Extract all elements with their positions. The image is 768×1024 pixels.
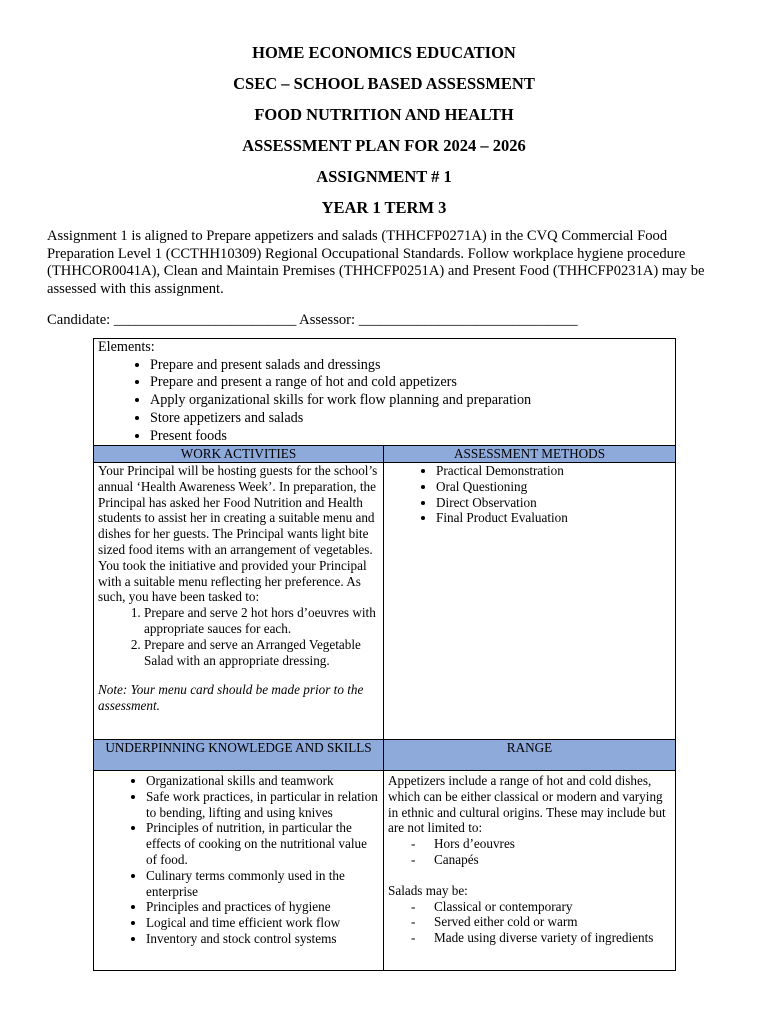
menu-card-note: Note: Your menu card should be made prior to the assessment. — [98, 682, 364, 714]
candidate-blank: _________________________ — [113, 312, 297, 328]
list-item: - Served either cold or warm — [388, 914, 671, 930]
list-item: • Principles of nutrition, in particular the effects of cooking on the nutritional value of food. — [146, 820, 379, 867]
list-item: • Direct Observation — [436, 495, 671, 511]
list-item: 1. Prepare and serve 2 hot hors d’oeuvres with appropriate sauces for each. — [144, 605, 379, 637]
methods-list — [388, 463, 671, 526]
list-item: - Made using diverse variety of ingredients — [388, 930, 671, 946]
intro-paragraph: Assignment 1 is aligned to Prepare appetizers and salads (THHCFP0271A) in the CVQ Commercial Food Preparation Level 1 (CCTHH10309) Regional Occupational Standards. Follow workplace hygiene procedure (THHCOR0041A), Clean and Maintain Premises (THHCFP0251A) and Present Food (THHCFP0231A) may be assessed with this assignment. — [47, 228, 705, 297]
list-item: • Practical Demonstration — [436, 463, 671, 479]
heading-assignment: ASSIGNMENT # 1 — [316, 167, 452, 186]
assessment-methods-cell — [384, 463, 676, 740]
list-item: • Oral Questioning — [436, 479, 671, 495]
work-activities-cell — [94, 463, 384, 740]
assessment-table — [93, 338, 676, 971]
task-list — [98, 605, 379, 668]
signature-line — [47, 311, 727, 329]
heading-assessment-type: CSEC – SCHOOL BASED ASSESSMENT — [233, 74, 535, 93]
heading-subject: FOOD NUTRITION AND HEALTH — [254, 105, 514, 124]
knowledge-cell — [94, 771, 384, 971]
range-paragraph: Appetizers include a range of hot and cold dishes, which can be either classical or modern and varying in ethnic and cultural origins. These may include but are not limited to: — [388, 773, 666, 836]
list-item: • Present foods — [150, 428, 671, 446]
list-item: - Classical or contemporary — [388, 899, 671, 915]
range-cell — [384, 771, 676, 971]
assessor-label: Assessor: — [299, 312, 356, 328]
list-item: • Apply organizational skills for work flow planning and preparation — [150, 392, 671, 410]
heading-term: YEAR 1 TERM 3 — [321, 198, 447, 217]
knowledge-list — [98, 773, 379, 947]
list-item: • Logical and time efficient work flow — [146, 915, 379, 931]
list-item: • Final Product Evaluation — [436, 510, 671, 526]
salad-list — [388, 899, 671, 946]
work-activities-paragraph: Your Principal will be hosting guests for the school’s annual ‘Health Awareness Week’. In preparation, the Principal has asked her Food Nutrition and Health students to assist her in creating a suitable menu and dishes for her guests. The Principal wants light bite sized food items with an arrangement of vegetables. You took the initiative and provided your Principal with a suitable menu reflecting her preference. As such, you have been tasked to: — [98, 463, 378, 605]
elements-list — [98, 357, 671, 446]
list-item: • Safe work practices, in particular in relation to bending, lifting and using knives — [146, 789, 379, 821]
elements-cell — [94, 339, 676, 446]
range-header: RANGE — [384, 740, 676, 771]
salads-label: Salads may be: — [388, 882, 468, 898]
assessor-blank: ______________________________ — [358, 312, 578, 328]
list-item: 2. Prepare and serve an Arranged Vegetable Salad with an appropriate dressing. — [144, 637, 379, 669]
candidate-label: Candidate: — [47, 312, 111, 328]
list-item: • Culinary terms commonly used in the enterprise — [146, 868, 379, 900]
knowledge-header: UNDERPINNING KNOWLEDGE AND SKILLS — [94, 740, 384, 771]
heading-department: HOME ECONOMICS EDUCATION — [252, 43, 516, 62]
list-item: • Principles and practices of hygiene — [146, 899, 379, 915]
list-item: • Organizational skills and teamwork — [146, 773, 379, 789]
work-activities-header: WORK ACTIVITIES — [94, 446, 384, 463]
appetizer-list — [388, 836, 671, 868]
list-item: - Canapés — [388, 852, 671, 868]
list-item: - Hors d’eouvres — [388, 836, 671, 852]
elements-label: Elements: — [98, 339, 155, 355]
list-item: • Inventory and stock control systems — [146, 931, 379, 947]
list-item: • Prepare and present salads and dressings — [150, 357, 671, 375]
list-item: • Store appetizers and salads — [150, 410, 671, 428]
list-item: • Prepare and present a range of hot and cold appetizers — [150, 374, 671, 392]
heading-plan: ASSESSMENT PLAN FOR 2024 – 2026 — [242, 136, 526, 155]
assessment-methods-header: ASSESSMENT METHODS — [384, 446, 676, 463]
